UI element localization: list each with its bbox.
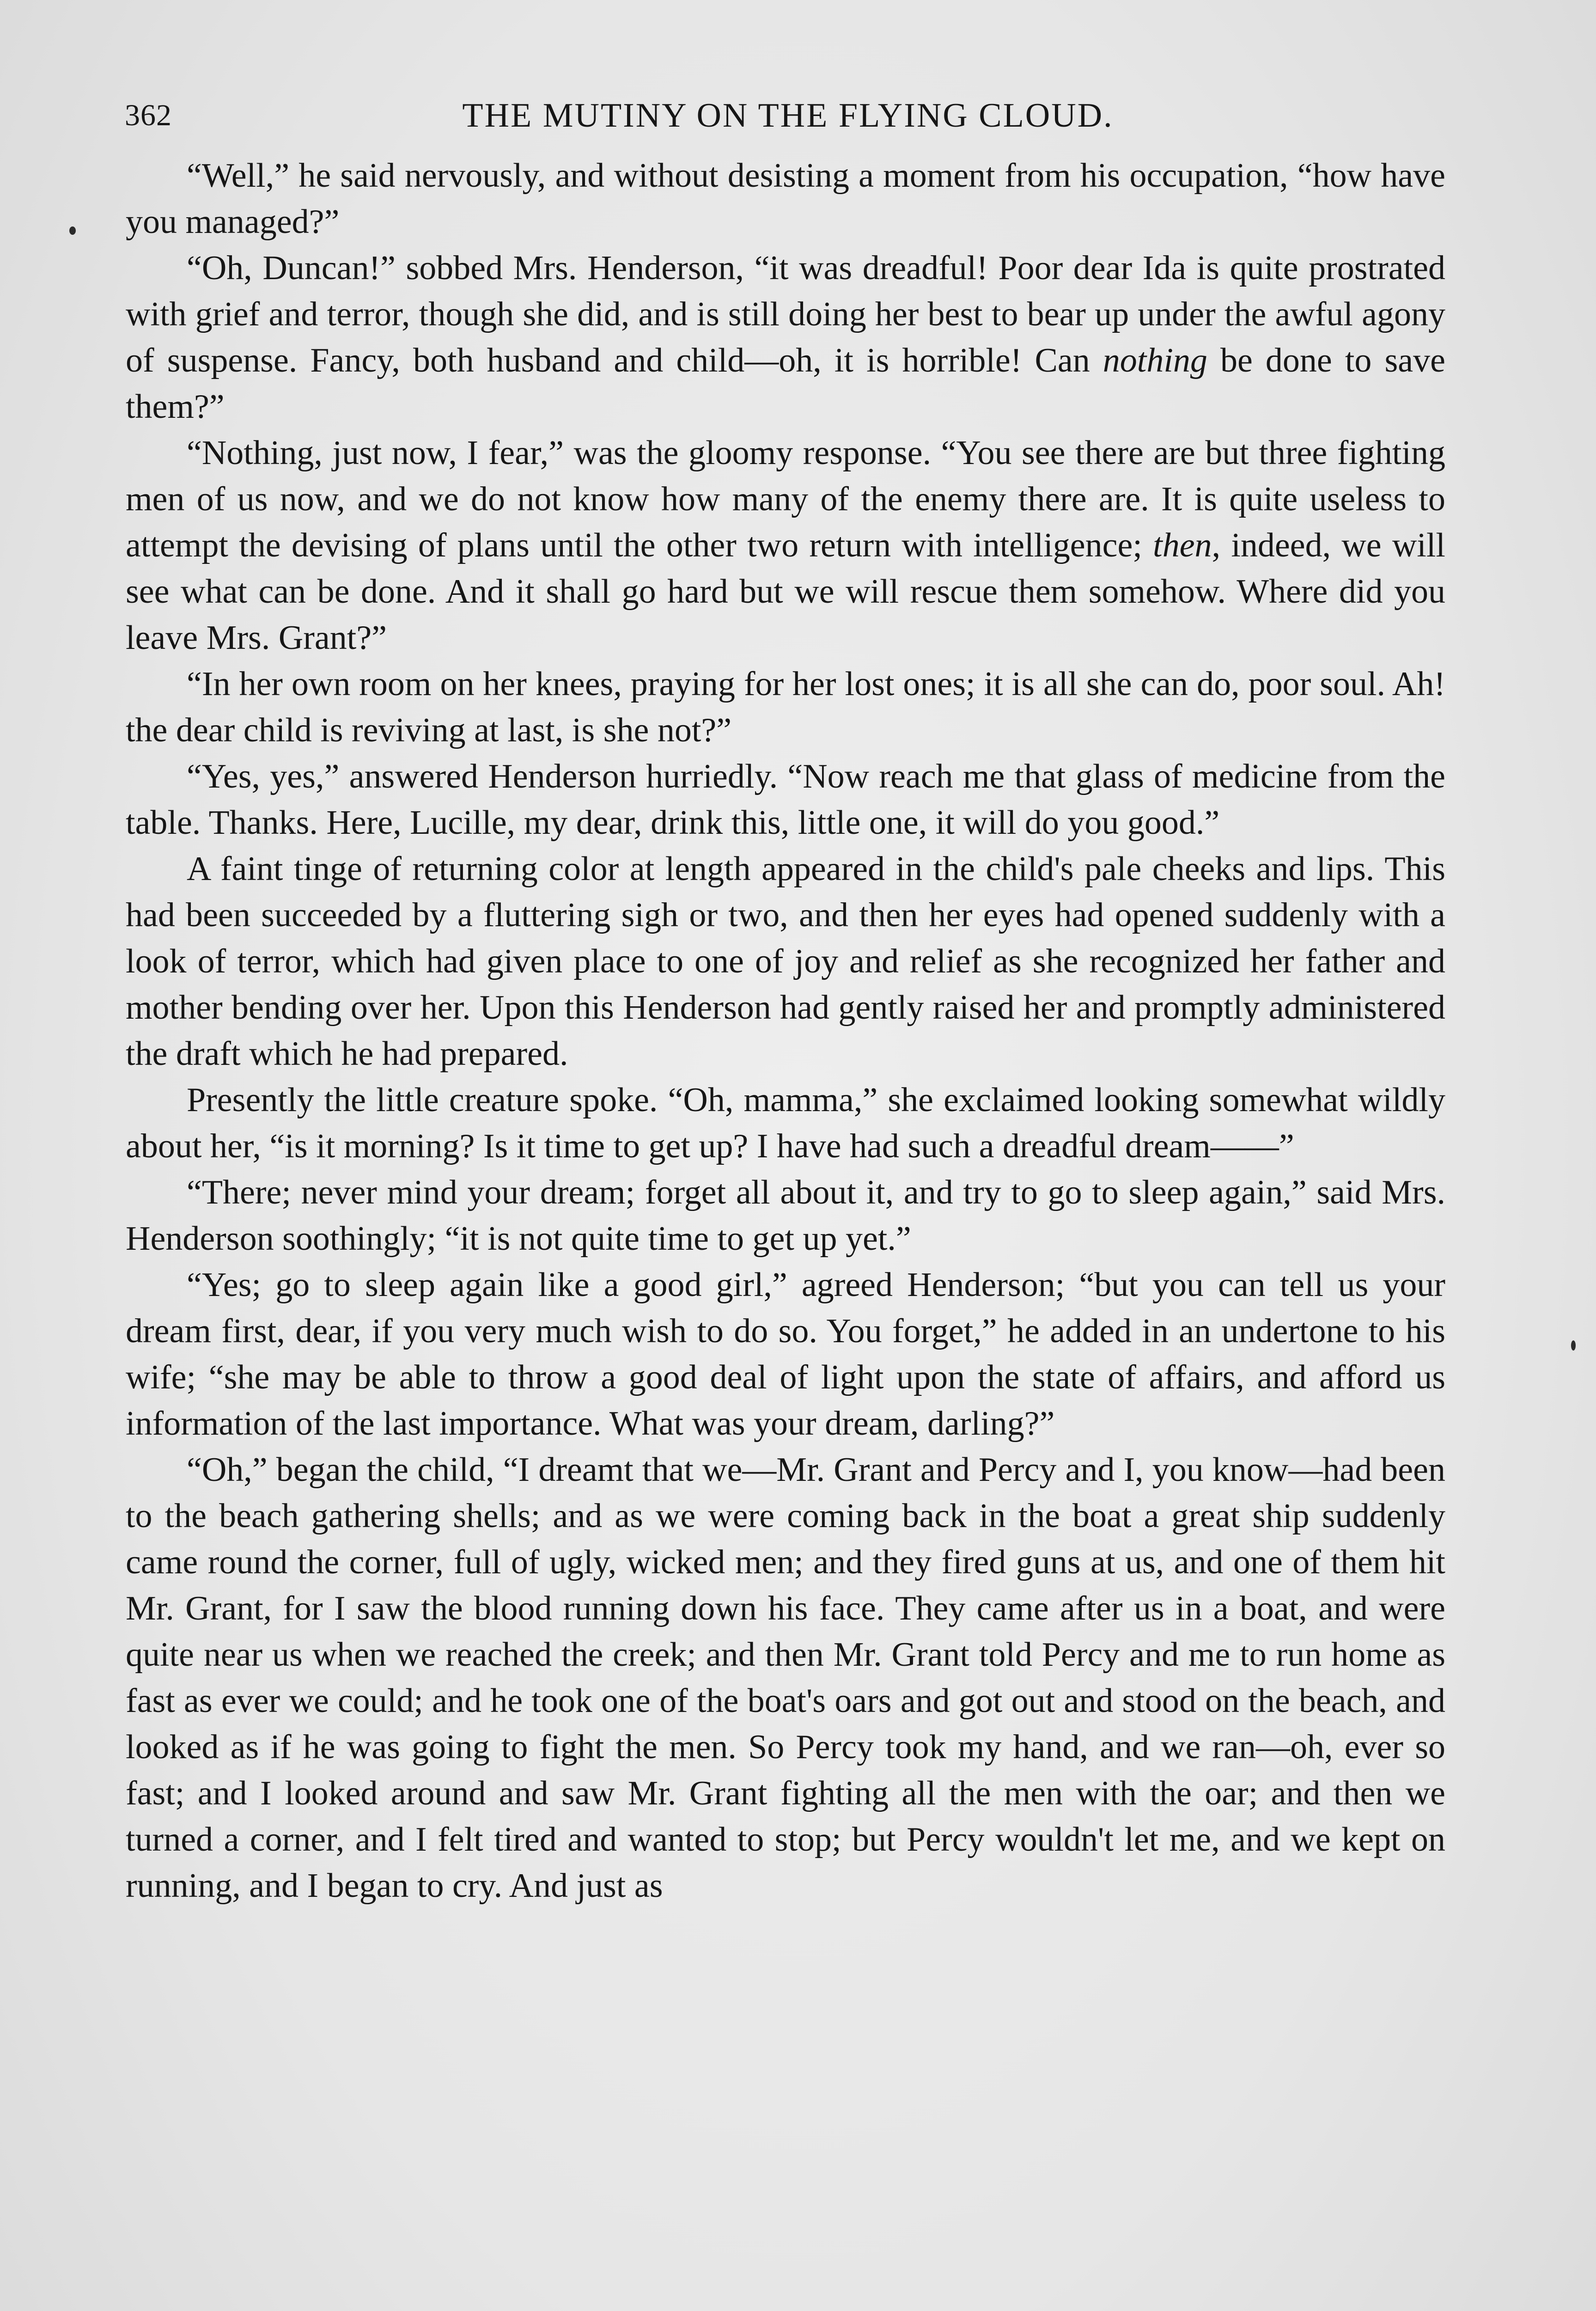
paragraph-text: “Nothing, just now, I fear,” was the gloomy response. “You see there are but three fighting men of us now, and we do not know how many of the enemy there are. It is quite useless to attempt the devising of plans until the other two return with intelligence;	[126, 434, 1445, 564]
body-text	[126, 153, 1445, 1909]
paragraph-text: “Oh, Duncan!” sobbed Mrs. Henderson, “it was dreadful! Poor dear Ida is quite prostrated with grief and terror, though she did, and is still doing her best to bear up under the awful agony of suspense. Fancy, both husband and child—oh, it is horrible! Can	[126, 249, 1445, 379]
margin-speck	[1571, 1340, 1576, 1351]
paragraph	[126, 245, 1445, 430]
emphasis-text: nothing	[1103, 342, 1207, 379]
paragraph: “Yes; go to sleep again like a good girl,” agreed Henderson; “but you can tell us your dream first, dear, if you very much wish to do so. You forget,” he added in an undertone to his wife; “she may be able to throw a good deal of light upon the state of affairs, and afford us information of the last importance. What was your dream, darling?”	[126, 1266, 1445, 1443]
emphasis-text: then	[1153, 526, 1212, 564]
running-title: THE MUTINY ON THE FLYING CLOUD.	[462, 97, 1114, 135]
paragraph-text: be done to save them?”	[126, 342, 1445, 426]
page-number: 362	[125, 98, 172, 132]
paragraph	[126, 430, 1445, 661]
paragraph: “Well,” he said nervously, and without desisting a moment from his occupation, “how have you managed?”	[126, 157, 1445, 241]
paragraph-text: , indeed, we will see what can be done. And it shall go hard but we will rescue them somehow. Where did you leave Mrs. Grant?”	[126, 526, 1445, 657]
page-header	[125, 95, 1451, 136]
paragraph: “There; never mind your dream; forget all about it, and try to go to sleep again,” said Mrs. Henderson soothingly; “it is not quite time to get up yet.”	[126, 1174, 1445, 1258]
paragraph: “Yes, yes,” answered Henderson hurriedly. “Now reach me that glass of medicine from the table. Thanks. Here, Lucille, my dear, drink this, little one, it will do you good.”	[126, 758, 1445, 842]
paragraph: Presently the little creature spoke. “Oh, mamma,” she exclaimed looking somewhat wildly about her, “is it morning? Is it time to get up? I have had such a dreadful dream——”	[126, 1081, 1445, 1165]
paragraph: “Oh,” began the child, “I dreamt that we—Mr. Grant and Percy and I, you know—had been to the beach gathering shells; and as we were coming back in the boat a great ship suddenly came round the corner, full of ugly, wicked men; and they fired guns at us, and one of them hit Mr. Grant, for I saw the blood running down his face. They came after us in a boat, and were quite near us when we reached the creek; and then Mr. Grant told Percy and me to run home as fast as ever we could; and he took one of the boat's oars and got out and stood on the beach, and looked as if he was going to fight the men. So Percy took my hand, and we ran—oh, ever so fast; and I looked around and saw Mr. Grant fighting all the men with the oar; and then we turned a corner, and I felt tired and wanted to stop; but Percy wouldn't let me, and we kept on running, and I began to cry. And just as	[126, 1451, 1445, 1905]
margin-speck	[69, 226, 76, 235]
paragraph: A faint tinge of returning color at length appeared in the child's pale cheeks and lips. This had been succeeded by a fluttering sigh or two, and then her eyes had opened suddenly with a look of terror, which had given place to one of joy and relief as she recognized her father and mother bending over her. Upon this Henderson had gently raised her and promptly administered the draft which he had prepared.	[126, 850, 1445, 1073]
paragraph: “In her own room on her knees, praying for her lost ones; it is all she can do, poor soul. Ah! the dear child is reviving at last, is she not?”	[126, 665, 1445, 749]
